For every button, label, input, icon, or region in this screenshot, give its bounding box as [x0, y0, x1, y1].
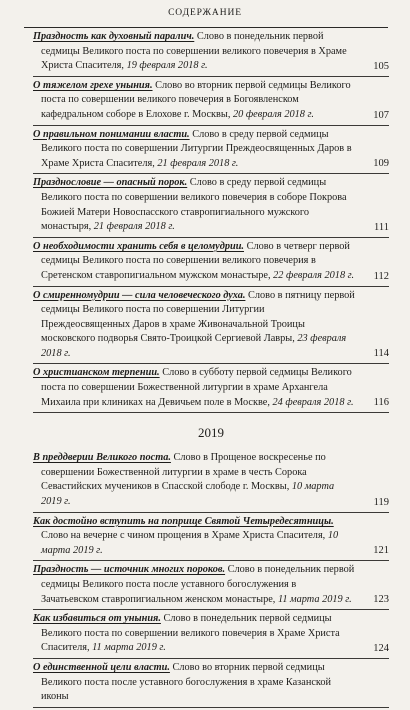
toc-entry[interactable] — [33, 289, 389, 365]
toc-entry[interactable] — [33, 30, 389, 77]
toc-entry-page-number: 107 — [373, 109, 389, 121]
toc-entry-title: Праздность как духовный паралич. — [33, 31, 195, 42]
toc-entry-body: Слово в понедельник первой седмицы Великого поста по совершении великого повечерия в Храме Христа Спасителя, — [41, 31, 347, 72]
page-header: СОДЕРЖАНИЕ — [168, 8, 242, 18]
toc-entry-text — [33, 79, 389, 123]
toc-entry-date: 24 февраля 2018 г. — [272, 396, 354, 408]
toc-entry-title: О единственной цели власти. — [33, 661, 170, 673]
header-divider — [24, 27, 388, 28]
toc-entry[interactable] — [33, 563, 389, 610]
toc-entry-date: 10 марта 2019 г. — [41, 530, 339, 556]
toc-entry-title: Как достойно вступить на поприще Святой Четыредесятницы. — [33, 515, 334, 527]
toc-entry-page-number: 105 — [373, 60, 389, 72]
toc-entry[interactable] — [33, 515, 389, 562]
toc-entry-page-number: 123 — [373, 594, 389, 606]
toc-entry-text — [33, 30, 389, 74]
toc-entry-page-number: 112 — [373, 270, 389, 282]
toc-entry-date: 19 февраля 2018 г. — [126, 60, 208, 72]
toc-entry[interactable] — [33, 661, 389, 708]
toc-entry-text — [33, 176, 389, 234]
toc-entry-title: Праздность — источник многих пороков. — [33, 564, 226, 576]
toc-entry-title: В преддверии Великого поста. — [33, 452, 171, 464]
toc-section-2019 — [33, 451, 389, 708]
toc-entry-body: Слово в субботу первой седмицы Великого поста по совершении Божественной литургии в храме Архангела Михаила при клиниках на Девичьем поле в Москве, — [41, 367, 352, 408]
toc-entry-date: 10 марта 2019 г. — [41, 481, 335, 508]
toc-entry-page-number: 116 — [373, 397, 389, 409]
toc-entry-title: О смиренномудрии — сила человеческого духа. — [33, 289, 246, 301]
toc-entry-title: Празднословие — опасный порок. — [33, 177, 188, 189]
toc-entry-body: Слово в пятницу первой седмицы Великого поста по совершении Литургии Преждеосвященных Даров в храме Живоначальной Троицы московского подворья Свято-Троицкой Сергиевой Лавры, — [41, 289, 355, 345]
toc-entry-title: Как избавиться от уныния. — [33, 613, 161, 625]
toc-entry-text — [33, 612, 389, 656]
toc-entry-body: Слово в понедельник первой седмицы Великого поста по совершении великого повечерия в Храме Христа Спасителя, — [41, 613, 340, 654]
toc-entry-body: Слово в четверг первой седмицы Великого поста по совершении великого повечерия в Сретенском ставропигиальном мужском монастыре, — [41, 240, 350, 281]
toc-entry[interactable] — [33, 451, 389, 512]
toc-list — [33, 30, 389, 710]
toc-entry-date: 21 февраля 2018 г. — [93, 221, 175, 233]
toc-entry-date: 23 февраля 2018 г. — [41, 333, 347, 359]
toc-entry-text — [33, 366, 389, 410]
toc-entry-date: 21 февраля 2018 г. — [157, 157, 239, 169]
toc-entry-body: Слово в среду первой седмицы Великого поста по совершении Литургии Преждеосвященных Даров в Храме Христа Спасителя, — [41, 128, 352, 169]
toc-entry[interactable] — [33, 128, 389, 175]
toc-entry-title: О правильном понимании власти. — [33, 128, 190, 140]
toc-entry-text — [33, 128, 389, 172]
toc-entry-page-number: 121 — [373, 545, 389, 557]
toc-entry-text — [33, 451, 389, 509]
toc-section-2018 — [33, 30, 389, 413]
toc-entry[interactable] — [33, 79, 389, 126]
toc-entry-title: О тяжелом грехе уныния. — [33, 79, 153, 91]
toc-entry-page-number: 124 — [373, 642, 389, 654]
toc-entry-body: Слово в среду первой седмицы Великого поста по совершении великого повечерия в соборе Покрова Божией Матери Новоспасского ставропигиального мужского монастыря, — [41, 177, 347, 233]
toc-entry-body: Слово во вторник первой седмицы Великого поста по совершении великого повечерия в Богоявленском кафедральном соборе в Елохове г. Москвы, — [41, 79, 351, 120]
toc-entry-body: Слово во вторник первой седмицы Великого поста после уставного богослужения в храме Казанской иконы — [41, 661, 332, 703]
toc-entry-body: Слово в Прощеное воскресенье по совершении Божественной литургии в храме в честь Сорока Севастийских мучеников в Спасской слободе г. Москвы, — [41, 452, 326, 493]
toc-entry-text — [33, 289, 389, 362]
toc-entry-body: Слово на вечерне с чином прощения в Храме Христа Спасителя, — [41, 530, 328, 542]
toc-entry-title: О необходимости хранить себя в целомудрии. — [33, 240, 245, 252]
toc-entry[interactable] — [33, 176, 389, 237]
toc-entry-text — [33, 515, 389, 559]
year-heading: 2019 — [198, 425, 224, 441]
toc-entry-page-number: 119 — [373, 496, 389, 508]
toc-entry-text — [33, 240, 389, 284]
toc-entry-page-number: 109 — [373, 158, 389, 170]
toc-entry-date: 20 февраля 2018 г. — [232, 108, 314, 120]
toc-entry-text — [33, 563, 389, 607]
toc-entry[interactable] — [33, 240, 389, 287]
toc-entry-date: 11 марта 2019 г. — [92, 642, 166, 654]
toc-entry-title: О христианском терпении. — [33, 367, 160, 379]
toc-entry[interactable] — [33, 366, 389, 413]
toc-entry-text — [33, 661, 389, 705]
toc-entry-body: Слово в понедельник первой седмицы Великого поста после уставного богослужения в Зачатьевском ставропигиальном женском монастыре, — [41, 564, 355, 605]
toc-entry-date: 11 марта 2019 г. — [277, 593, 352, 605]
toc-entry-page-number: 114 — [373, 348, 389, 360]
toc-entry[interactable] — [33, 612, 389, 659]
toc-entry-page-number: 111 — [374, 221, 389, 233]
toc-entry-date: 22 февраля 2018 г. — [273, 269, 355, 281]
